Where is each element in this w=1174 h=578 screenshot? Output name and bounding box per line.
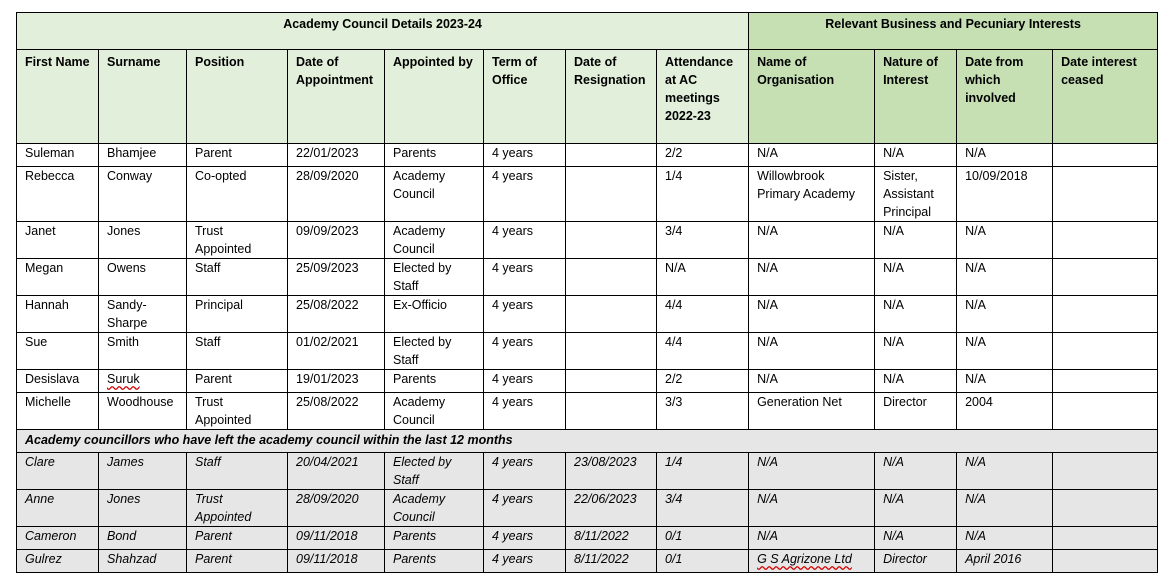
cell-first-name: Desislava <box>17 370 99 393</box>
cell-term-of-office: 4 years <box>484 490 566 527</box>
cell-appointed-by: Academy Council <box>385 167 484 222</box>
cell-date-involved: N/A <box>957 527 1053 550</box>
cell-surname: Owens <box>99 259 187 296</box>
member-row <box>17 296 1158 333</box>
cell-attendance: 1/4 <box>657 167 749 222</box>
cell-organisation-name: N/A <box>749 296 875 333</box>
cell-term-of-office: 4 years <box>484 527 566 550</box>
cell-first-name: Suleman <box>17 144 99 167</box>
cell-attendance: 0/1 <box>657 527 749 550</box>
column-header-position: Position <box>187 50 288 144</box>
column-header-term-of-office: Term of Office <box>484 50 566 144</box>
former-member-row <box>17 453 1158 490</box>
cell-first-name: Sue <box>17 333 99 370</box>
cell-date-interest-ceased <box>1053 222 1158 259</box>
cell-date-of-appointment: 19/01/2023 <box>288 370 385 393</box>
cell-surname: Bhamjee <box>99 144 187 167</box>
column-header-attendance: Attendance at AC meetings 2022-23 <box>657 50 749 144</box>
cell-attendance: 4/4 <box>657 296 749 333</box>
member-row <box>17 393 1158 430</box>
cell-date-of-resignation <box>566 144 657 167</box>
cell-organisation-name: N/A <box>749 222 875 259</box>
cell-position: Principal <box>187 296 288 333</box>
cell-date-involved: 2004 <box>957 393 1053 430</box>
member-row <box>17 370 1158 393</box>
cell-surname: Bond <box>99 527 187 550</box>
cell-appointed-by: Parents <box>385 550 484 573</box>
cell-organisation-name: N/A <box>749 490 875 527</box>
member-row <box>17 333 1158 370</box>
cell-date-involved: 10/09/2018 <box>957 167 1053 222</box>
cell-date-of-resignation <box>566 167 657 222</box>
cell-date-interest-ceased <box>1053 453 1158 490</box>
cell-attendance: 1/4 <box>657 453 749 490</box>
cell-attendance: 3/4 <box>657 490 749 527</box>
council-details-header: Academy Council Details 2023-24 <box>17 13 749 50</box>
cell-date-of-appointment: 09/11/2018 <box>288 550 385 573</box>
cell-organisation-name <box>749 550 875 573</box>
cell-nature-of-interest: N/A <box>875 453 957 490</box>
academy-council-table <box>16 12 1158 573</box>
cell-term-of-office: 4 years <box>484 144 566 167</box>
cell-surname: Jones <box>99 222 187 259</box>
cell-appointed-by: Academy Council <box>385 393 484 430</box>
cell-first-name: Megan <box>17 259 99 296</box>
cell-first-name: Cameron <box>17 527 99 550</box>
spellcheck-flagged-text: G S Agrizone Ltd <box>757 552 852 566</box>
column-header-date-of-resignation: Date of Resignation <box>566 50 657 144</box>
former-member-row <box>17 527 1158 550</box>
cell-nature-of-interest: N/A <box>875 527 957 550</box>
member-row <box>17 259 1158 296</box>
table-body <box>17 144 1158 573</box>
cell-date-of-appointment: 22/01/2023 <box>288 144 385 167</box>
cell-date-interest-ceased <box>1053 527 1158 550</box>
cell-first-name: Clare <box>17 453 99 490</box>
member-row <box>17 144 1158 167</box>
column-header-first-name: First Name <box>17 50 99 144</box>
cell-term-of-office: 4 years <box>484 167 566 222</box>
cell-attendance: 2/2 <box>657 144 749 167</box>
cell-appointed-by: Elected by Staff <box>385 259 484 296</box>
cell-position: Staff <box>187 333 288 370</box>
cell-surname: Shahzad <box>99 550 187 573</box>
cell-date-of-resignation: 8/11/2022 <box>566 527 657 550</box>
cell-surname: Sandy-Sharpe <box>99 296 187 333</box>
cell-nature-of-interest: N/A <box>875 222 957 259</box>
former-member-row <box>17 490 1158 527</box>
spellcheck-flagged-text: Suruk <box>107 372 140 386</box>
cell-term-of-office: 4 years <box>484 393 566 430</box>
cell-date-of-appointment: 25/09/2023 <box>288 259 385 296</box>
cell-first-name: Rebecca <box>17 167 99 222</box>
cell-date-of-resignation: 23/08/2023 <box>566 453 657 490</box>
cell-first-name: Janet <box>17 222 99 259</box>
cell-date-interest-ceased <box>1053 393 1158 430</box>
cell-date-interest-ceased <box>1053 167 1158 222</box>
cell-date-of-resignation <box>566 333 657 370</box>
cell-surname: Woodhouse <box>99 393 187 430</box>
column-header-nature-of-interest: Nature of Interest <box>875 50 957 144</box>
column-header-row <box>17 50 1158 144</box>
cell-first-name: Hannah <box>17 296 99 333</box>
cell-attendance: 2/2 <box>657 370 749 393</box>
cell-organisation-name: Generation Net <box>749 393 875 430</box>
cell-date-interest-ceased <box>1053 370 1158 393</box>
cell-surname: James <box>99 453 187 490</box>
cell-date-interest-ceased <box>1053 490 1158 527</box>
cell-date-interest-ceased <box>1053 333 1158 370</box>
cell-term-of-office: 4 years <box>484 370 566 393</box>
cell-date-involved: N/A <box>957 370 1053 393</box>
cell-appointed-by: Elected by Staff <box>385 333 484 370</box>
cell-nature-of-interest: Sister, Assistant Principal <box>875 167 957 222</box>
cell-date-of-resignation <box>566 370 657 393</box>
cell-date-involved: April 2016 <box>957 550 1053 573</box>
cell-position: Trust Appointed <box>187 222 288 259</box>
cell-position: Parent <box>187 527 288 550</box>
cell-date-involved: N/A <box>957 144 1053 167</box>
cell-date-involved: N/A <box>957 222 1053 259</box>
cell-nature-of-interest: Director <box>875 550 957 573</box>
cell-surname: Jones <box>99 490 187 527</box>
cell-date-involved: N/A <box>957 296 1053 333</box>
cell-date-of-appointment: 09/11/2018 <box>288 527 385 550</box>
cell-nature-of-interest: N/A <box>875 296 957 333</box>
cell-position: Staff <box>187 259 288 296</box>
cell-attendance: 0/1 <box>657 550 749 573</box>
cell-date-interest-ceased <box>1053 259 1158 296</box>
cell-nature-of-interest: N/A <box>875 370 957 393</box>
cell-nature-of-interest: Director <box>875 393 957 430</box>
cell-position: Parent <box>187 370 288 393</box>
cell-date-interest-ceased <box>1053 550 1158 573</box>
cell-organisation-name: Willowbrook Primary Academy <box>749 167 875 222</box>
cell-nature-of-interest: N/A <box>875 259 957 296</box>
cell-position: Parent <box>187 144 288 167</box>
column-header-date-of-appointment: Date of Appointment <box>288 50 385 144</box>
cell-attendance: 4/4 <box>657 333 749 370</box>
cell-organisation-name: N/A <box>749 370 875 393</box>
cell-organisation-name: N/A <box>749 333 875 370</box>
member-row <box>17 222 1158 259</box>
cell-term-of-office: 4 years <box>484 222 566 259</box>
column-header-date-involved: Date from which involved <box>957 50 1053 144</box>
cell-term-of-office: 4 years <box>484 550 566 573</box>
cell-surname <box>99 370 187 393</box>
cell-date-of-appointment: 25/08/2022 <box>288 393 385 430</box>
cell-date-involved: N/A <box>957 333 1053 370</box>
cell-organisation-name: N/A <box>749 527 875 550</box>
cell-nature-of-interest: N/A <box>875 490 957 527</box>
cell-term-of-office: 4 years <box>484 333 566 370</box>
cell-date-of-appointment: 20/04/2021 <box>288 453 385 490</box>
interests-header: Relevant Business and Pecuniary Interests <box>749 13 1158 50</box>
cell-position: Parent <box>187 550 288 573</box>
cell-position: Trust Appointed <box>187 393 288 430</box>
cell-organisation-name: N/A <box>749 453 875 490</box>
cell-date-of-resignation <box>566 296 657 333</box>
cell-date-involved: N/A <box>957 490 1053 527</box>
member-row <box>17 167 1158 222</box>
cell-first-name: Michelle <box>17 393 99 430</box>
cell-attendance: 3/4 <box>657 222 749 259</box>
cell-nature-of-interest: N/A <box>875 144 957 167</box>
cell-date-interest-ceased <box>1053 144 1158 167</box>
cell-date-of-appointment: 01/02/2021 <box>288 333 385 370</box>
cell-appointed-by: Ex-Officio <box>385 296 484 333</box>
cell-first-name: Gulrez <box>17 550 99 573</box>
cell-date-involved: N/A <box>957 453 1053 490</box>
cell-date-of-appointment: 28/09/2020 <box>288 490 385 527</box>
cell-appointed-by: Academy Council <box>385 490 484 527</box>
column-header-organisation-name: Name of Organisation <box>749 50 875 144</box>
cell-position: Co-opted <box>187 167 288 222</box>
cell-date-of-appointment: 28/09/2020 <box>288 167 385 222</box>
cell-organisation-name: N/A <box>749 259 875 296</box>
column-header-appointed-by: Appointed by <box>385 50 484 144</box>
cell-term-of-office: 4 years <box>484 296 566 333</box>
cell-term-of-office: 4 years <box>484 453 566 490</box>
cell-surname: Conway <box>99 167 187 222</box>
cell-date-of-appointment: 25/08/2022 <box>288 296 385 333</box>
cell-date-of-resignation <box>566 222 657 259</box>
cell-date-of-appointment: 09/09/2023 <box>288 222 385 259</box>
cell-date-of-resignation <box>566 259 657 296</box>
column-header-surname: Surname <box>99 50 187 144</box>
cell-date-of-resignation <box>566 393 657 430</box>
cell-appointed-by: Elected by Staff <box>385 453 484 490</box>
cell-organisation-name: N/A <box>749 144 875 167</box>
cell-date-of-resignation: 8/11/2022 <box>566 550 657 573</box>
cell-date-of-resignation: 22/06/2023 <box>566 490 657 527</box>
cell-date-involved: N/A <box>957 259 1053 296</box>
cell-position: Staff <box>187 453 288 490</box>
cell-first-name: Anne <box>17 490 99 527</box>
former-members-section-row <box>17 430 1158 453</box>
cell-position: Trust Appointed <box>187 490 288 527</box>
cell-attendance: 3/3 <box>657 393 749 430</box>
cell-appointed-by: Academy Council <box>385 222 484 259</box>
cell-nature-of-interest: N/A <box>875 333 957 370</box>
column-header-date-interest-ceased: Date interest ceased <box>1053 50 1158 144</box>
former-members-section-label: Academy councillors who have left the academy council within the last 12 months <box>17 430 1158 453</box>
cell-appointed-by: Parents <box>385 527 484 550</box>
cell-appointed-by: Parents <box>385 370 484 393</box>
cell-attendance: N/A <box>657 259 749 296</box>
cell-term-of-office: 4 years <box>484 259 566 296</box>
cell-appointed-by: Parents <box>385 144 484 167</box>
cell-surname: Smith <box>99 333 187 370</box>
former-member-row <box>17 550 1158 573</box>
cell-date-interest-ceased <box>1053 296 1158 333</box>
